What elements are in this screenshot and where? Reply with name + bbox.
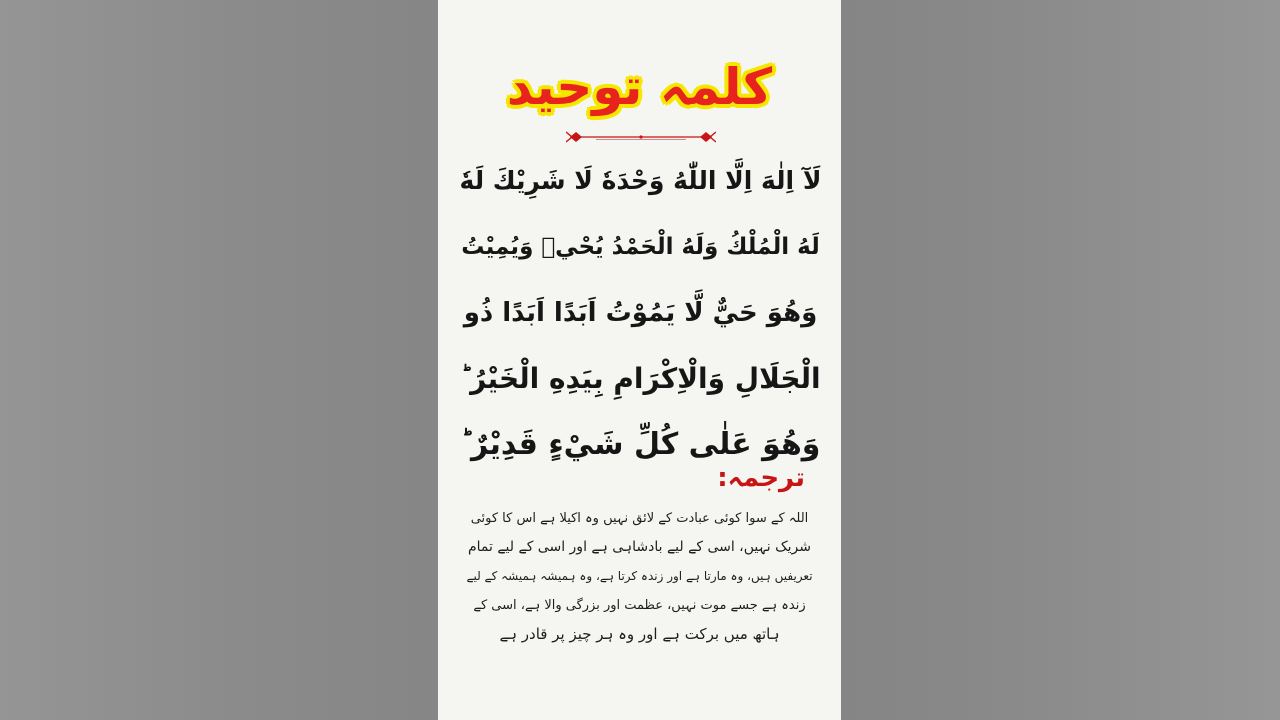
left-blurred-background <box>0 0 438 720</box>
kalima-line-1: لَآ اِلٰهَ اِلَّا اللّٰهُ وَحْدَهٗ لَا شَرِيْكَ لَهٗ <box>459 166 822 195</box>
translation-heading: ترجمہ: <box>717 463 805 493</box>
translation-line-4: زندہ ہے جسے موت نہیں، عظمت اور بزرگی والا ہے، اسی کے <box>473 598 806 613</box>
decorative-divider-icon <box>566 128 716 146</box>
translation-line-3: تعریفیں ہیں، وہ مارتا ہے اور زندہ کرتا ہے، وہ ہمیشہ ہمیشہ کے لیے <box>466 569 813 583</box>
page-title: کلمہ توحید <box>506 58 773 116</box>
translation-line-5: ہاتھ میں برکت ہے اور وہ ہر چیز پر قادر ہے <box>499 625 780 643</box>
translation-text-block <box>462 504 817 649</box>
kalima-line-4: الْجَلَالِ وَالْاِكْرَامِ بِيَدِهِ الْخَيْرُ ؕ <box>460 362 821 395</box>
translation-line-2: شریک نہیں، اسی کے لیے بادشاہی ہے اور اسی کے لیے تمام <box>467 539 812 555</box>
content-card <box>438 0 841 720</box>
kalima-text-block <box>458 148 823 478</box>
kalima-line-2: لَهُ الْمُلْكُ وَلَهُ الْحَمْدُ يُحْيٖ وَيُمِيْتُ <box>461 234 820 260</box>
kalima-line-3: وَهُوَ حَيٌّ لَّا يَمُوْتُ اَبَدًا اَبَدًا ذُو <box>463 298 818 328</box>
translation-line-1: اللہ کے سوا کوئی عبادت کے لائق نہیں وہ اکیلا ہے اس کا کوئی <box>470 511 809 526</box>
kalima-line-5: وَهُوَ عَلٰى كُلِّ شَيْءٍ قَدِيْرٌ ؕ <box>460 427 821 462</box>
right-blurred-background <box>841 0 1280 720</box>
